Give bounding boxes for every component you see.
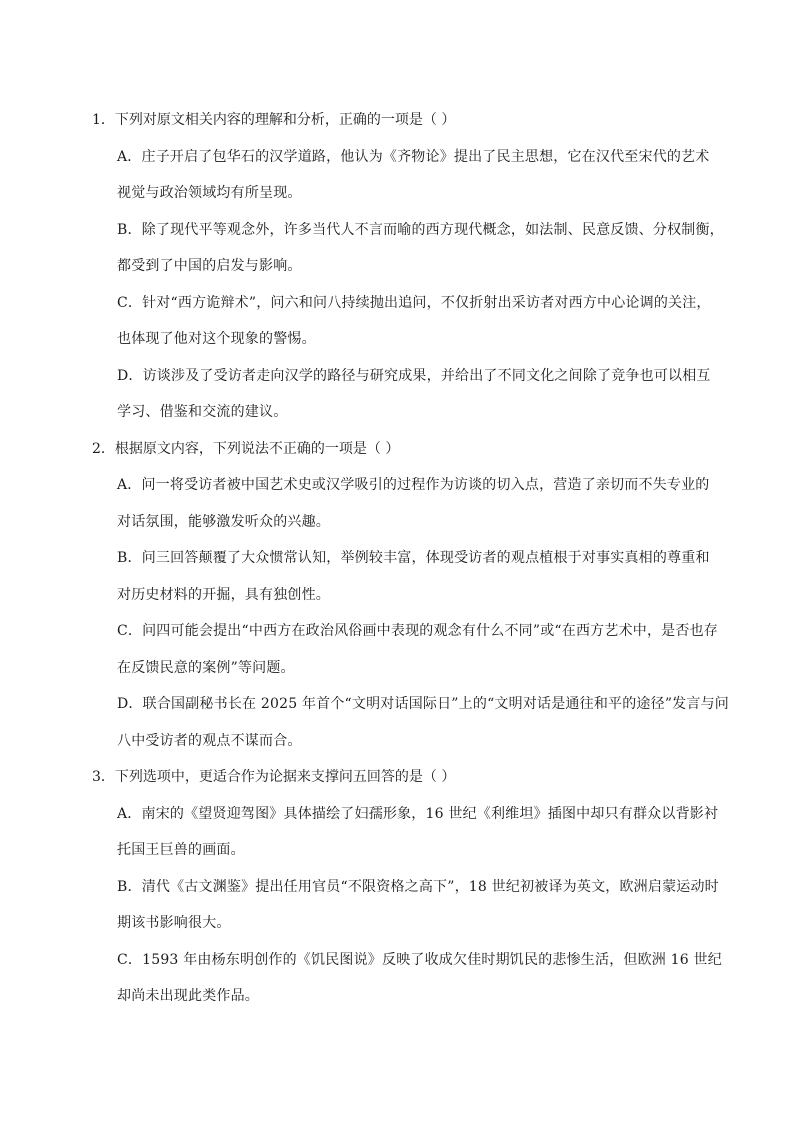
q3-option-c-line-1: C．1593 年由杨东明创作的《饥民图说》反映了收成欠佳时期饥民的悲惨生活，但欧洲 16 世纪 bbox=[117, 952, 722, 968]
question-1-stem: 1．下列对原文相关内容的理解和分析，正确的一项是（ ） bbox=[92, 112, 456, 128]
question-2-stem: 2．根据原文内容，下列说法不正确的一项是（ ） bbox=[92, 441, 400, 457]
q3-option-b-line-2: 期该书影响很大。 bbox=[117, 915, 231, 931]
q3-option-a-line-2: 托国王巨兽的画面。 bbox=[117, 842, 245, 858]
q2-option-b-line-1: B．问三回答颠覆了大众惯常认知，举例较丰富，体现受访者的观点植根于对事实真相的尊重和 bbox=[117, 550, 710, 566]
question-3-stem: 3．下列选项中，更适合作为论据来支撑问五回答的是（ ） bbox=[92, 769, 456, 785]
q3-option-c-line-2: 却尚未出现此类作品。 bbox=[117, 988, 259, 1004]
q2-option-b-line-2: 对历史材料的开掘，具有独创性。 bbox=[117, 587, 330, 603]
q1-option-a-line-2: 视觉与政治领域均有所呈现。 bbox=[117, 185, 302, 201]
q1-option-b-line-1: B．除了现代平等观念外，许多当代人不言而喻的西方现代概念，如法制、民意反馈、分权制衡， bbox=[117, 222, 724, 238]
q1-option-c-line-1: C．针对“西方诡辩术”，问六和问八持续抛出追问，不仅折射出采访者对西方中心论调的关注， bbox=[117, 295, 711, 311]
q1-option-c-line-2: 也体现了他对这个现象的警惕。 bbox=[117, 331, 316, 347]
q1-option-d-line-2: 学习、借鉴和交流的建议。 bbox=[117, 404, 288, 420]
q1-option-b-line-2: 都受到了中国的启发与影响。 bbox=[117, 258, 302, 274]
q3-option-b-line-1: B．清代《古文渊鉴》提出任用官员“不限资格之高下”，18 世纪初被译为英文，欧洲启蒙运动时 bbox=[117, 879, 719, 895]
q1-option-a-line-1: A．庄子开启了包华石的汉学道路，他认为《齐物论》提出了民主思想，它在汉代至宋代的艺术 bbox=[117, 149, 710, 165]
q2-option-c-line-1: C．问四可能会提出“中西方在政治风俗画中表现的观念有什么不同”或“在西方艺术中，是否也存 bbox=[117, 623, 718, 639]
q2-option-a-line-2: 对话氛围，能够激发听众的兴趣。 bbox=[117, 514, 330, 530]
q2-option-d-line-2: 八中受访者的观点不谋而合。 bbox=[117, 733, 302, 749]
q2-option-d-line-1: D．联合国副秘书长在 2025 年首个“文明对话国际日”上的“文明对话是通往和平的途径”发言与问 bbox=[117, 696, 729, 712]
q3-option-a-line-1: A．南宋的《望贤迎驾图》具体描绘了妇孺形象，16 世纪《利维坦》插图中却只有群众以背影衬 bbox=[117, 806, 719, 822]
q2-option-c-line-2: 在反馈民意的案例”等问题。 bbox=[117, 660, 295, 676]
q1-option-d-line-1: D．访谈涉及了受访者走向汉学的路径与研究成果，并给出了不同文化之间除了竞争也可以相互 bbox=[117, 368, 711, 384]
q2-option-a-line-1: A．问一将受访者被中国艺术史或汉学吸引的过程作为访谈的切入点，营造了亲切而不失专业的 bbox=[117, 477, 710, 493]
